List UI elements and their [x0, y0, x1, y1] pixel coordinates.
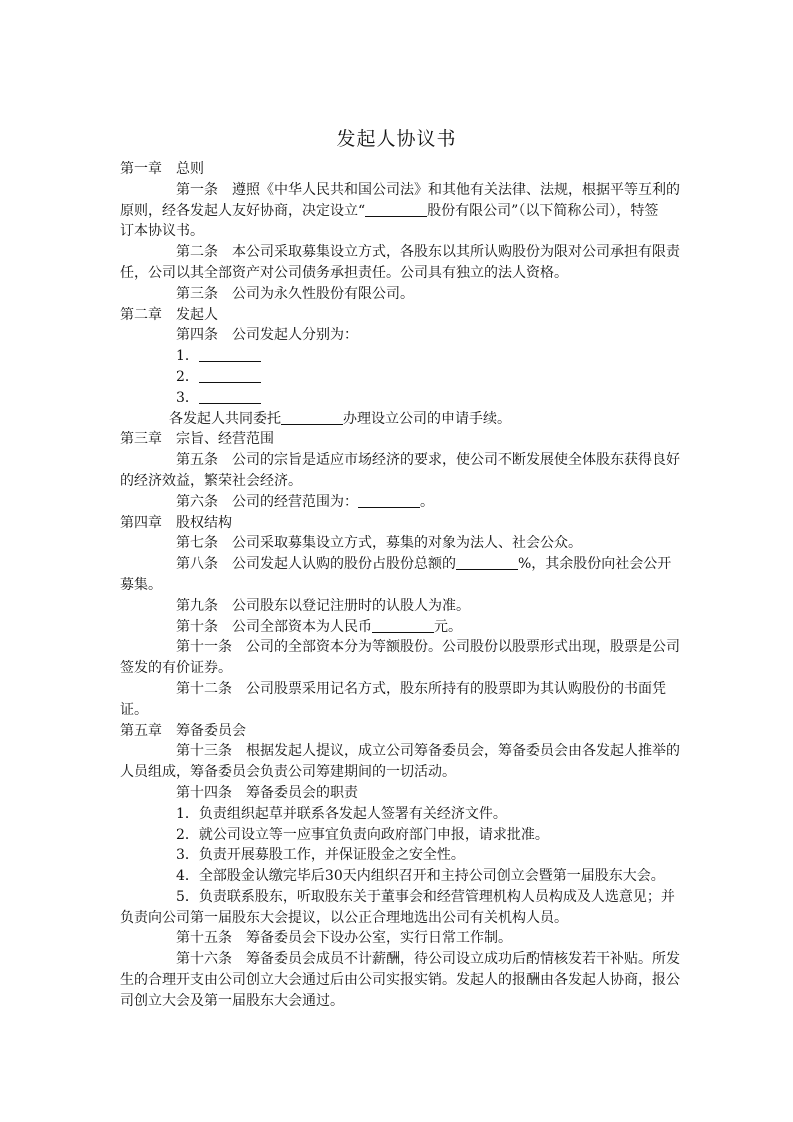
text-line	[120, 991, 675, 1012]
line-text: 2．	[176, 368, 199, 385]
line-text: 订本协议书。	[120, 223, 204, 240]
fill-in-blank	[358, 493, 420, 508]
text-line	[120, 201, 675, 222]
line-text: 第十条 公司全部资本为人民币	[176, 618, 372, 635]
text-line	[120, 845, 675, 866]
line-text: 第三章 宗旨、经营范围	[120, 431, 274, 448]
text-line	[120, 804, 675, 825]
line-text: 原则，经各发起人友好协商，决定设立“	[120, 202, 366, 219]
text-line	[120, 367, 675, 388]
line-text: 第九条 公司股东以登记注册时的认股人为准。	[176, 597, 470, 614]
line-text: 第十二条 公司股票采用记名方式，股东所持有的股票即为其认购股份的书面凭	[176, 680, 666, 697]
text-line	[120, 617, 675, 638]
line-text: 司创立大会及第一届股东大会通过。	[120, 992, 344, 1009]
line-text-after-blank: %，其余股份向社会公开	[518, 556, 672, 573]
text-line	[120, 221, 675, 242]
fill-in-blank	[281, 410, 343, 425]
text-line	[120, 637, 680, 658]
text-line	[120, 908, 675, 929]
line-text: 签发的有价证券。	[120, 660, 232, 677]
line-text: 第十一条 公司的全部资本分为等额股份。公司股份以股票形式出现，股票是公司	[176, 639, 680, 656]
line-text-after-blank: 办理设立公司的申请手续。	[343, 410, 511, 427]
text-line	[120, 721, 675, 742]
line-text: 第四条 公司发起人分别为：	[176, 327, 358, 344]
line-text: 第十六条 筹备委员会成员不计薪酬，待公司设立成功后酌情核发若干补贴。所发	[176, 951, 680, 968]
line-text: 1．负责组织起草并联系各发起人签署有关经济文件。	[176, 805, 507, 822]
fill-in-blank	[365, 202, 427, 217]
line-text: 第七条 公司采取募集设立方式，募集的对象为法人、社会公众。	[176, 535, 582, 552]
line-text: 第二条 本公司采取募集设立方式，各股东以其所认购股份为限对公司承担有限责	[176, 244, 680, 261]
fill-in-blank	[456, 555, 518, 570]
text-line	[120, 928, 675, 949]
line-text: 第十五条 筹备委员会下设办公室，实行日常工作制。	[176, 930, 512, 947]
fill-in-blank	[372, 618, 434, 633]
line-text: 5．负责联系股东，听取股东关于董事会和经营管理机构人员构成及人选意见；并	[176, 888, 675, 905]
text-line	[120, 471, 675, 492]
text-line	[120, 159, 675, 180]
text-line	[120, 305, 675, 326]
line-text: 4．全部股金认缴完毕后30天内组织召开和主持公司创立会暨第一届股东大会。	[176, 868, 665, 885]
text-line	[120, 783, 675, 804]
line-text: 第八条 公司发起人认购的股份占股份总额的	[176, 556, 456, 573]
line-text: 第五条 公司的宗旨是适应市场经济的要求，使公司不断发展使全体股东获得良好	[176, 452, 680, 469]
document-body	[120, 159, 680, 1012]
text-line	[120, 263, 675, 284]
text-line	[120, 242, 680, 263]
text-line	[120, 284, 675, 305]
line-text: 任，公司以其全部资产对公司债务承担责任。公司具有独立的法人资格。	[120, 264, 568, 281]
line-text: 第五章 筹备委员会	[120, 722, 246, 739]
text-line	[120, 388, 675, 409]
line-text-after-blank: 。	[420, 493, 434, 510]
line-text: 人员组成，筹备委员会负责公司筹建期间的一切活动。	[120, 764, 456, 781]
line-text: 第一条 遵照《中华人民共和国公司法》和其他有关法律、法规，根据平等互利的	[176, 181, 680, 198]
text-line	[120, 970, 680, 991]
line-text: 第十三条 根据发起人提议，成立公司筹备委员会，筹备委员会由各发起人推举的	[176, 743, 680, 760]
text-line	[120, 887, 675, 908]
fill-in-blank	[199, 389, 261, 404]
text-line	[120, 741, 680, 762]
text-line	[120, 180, 680, 201]
text-line	[120, 949, 680, 970]
line-text: 第四章 股权结构	[120, 514, 232, 531]
text-line	[120, 492, 675, 513]
text-line	[120, 533, 675, 554]
text-line	[120, 866, 675, 887]
line-text-after-blank: 股份有限公司”（以下简称公司），特签	[427, 202, 659, 219]
line-text: 第一章 总则	[120, 161, 204, 177]
line-text: 第十四条 筹备委员会的职责	[176, 784, 358, 801]
line-text: 第三条 公司为永久性股份有限公司。	[176, 285, 414, 302]
text-line	[120, 679, 675, 700]
text-line	[120, 513, 675, 534]
text-line	[120, 346, 675, 367]
text-line	[120, 554, 675, 575]
line-text: 1．	[176, 348, 199, 365]
line-text: 3．负责开展募股工作，并保证股金之安全性。	[176, 847, 465, 864]
document-title: 发起人协议书	[336, 128, 457, 150]
line-text: 证。	[120, 701, 148, 718]
fill-in-blank	[199, 368, 261, 383]
line-text: 第二章 发起人	[120, 306, 218, 323]
line-text: 募集。	[120, 576, 162, 593]
line-text-after-blank: 元。	[434, 618, 462, 635]
text-line	[120, 658, 675, 679]
text-line	[120, 450, 680, 471]
line-text: 负责向公司第一届股东大会提议，以公正合理地选出公司有关机构人员。	[120, 909, 568, 926]
line-text: 2．就公司设立等一应事宜负责向政府部门申报，请求批准。	[176, 826, 549, 843]
text-line	[120, 596, 675, 617]
text-line	[120, 325, 675, 346]
text-line	[120, 700, 675, 721]
text-line	[120, 825, 675, 846]
line-text: 3．	[176, 389, 199, 406]
text-line	[120, 575, 675, 596]
line-text: 第六条 公司的经营范围为：	[176, 493, 358, 510]
line-text: 各发起人共同委托	[169, 410, 281, 427]
fill-in-blank	[199, 347, 261, 362]
line-text: 生的合理开支由公司创立大会通过后由公司实报实销。发起人的报酬由各发起人协商，报公	[120, 972, 680, 989]
text-line	[120, 762, 675, 783]
text-line	[120, 409, 675, 430]
text-line	[120, 429, 675, 450]
line-text: 的经济效益，繁荣社会经济。	[120, 472, 302, 489]
